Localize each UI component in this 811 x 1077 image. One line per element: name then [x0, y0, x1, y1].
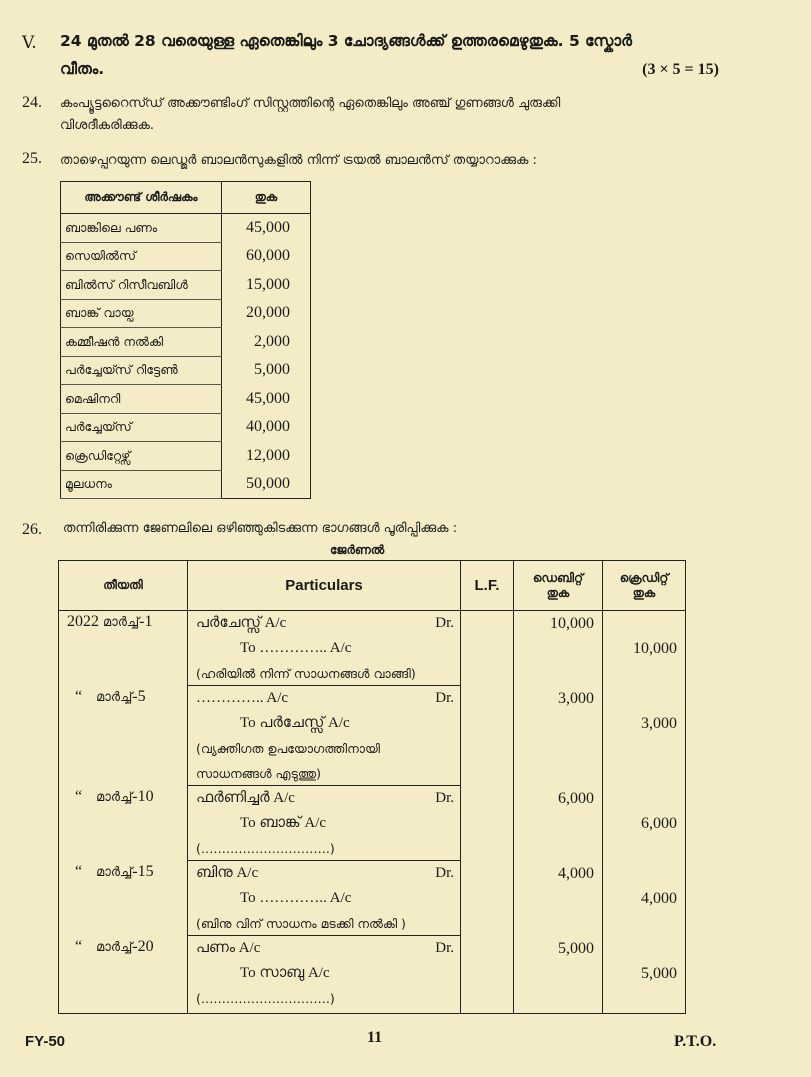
question-26-number: 26. [22, 521, 42, 538]
date-prefix: “ [75, 788, 83, 805]
header-account: അക്കൗണ്ട് ശീർഷകം [61, 182, 222, 214]
header-date: തീയതി [59, 561, 188, 611]
credit-account-line: To പർചേസ്സ് A/c [240, 715, 350, 731]
narration: (………………………….) [196, 841, 335, 856]
date-prefix: 2022 [67, 613, 99, 630]
account-head: ബാങ്ക് വായ്പ [61, 299, 222, 328]
dr-label: Dr. [435, 790, 454, 806]
credit-spacer [603, 611, 685, 636]
debit-amount-cell [514, 936, 602, 1011]
section-instruction-cont: വീതം. [60, 60, 105, 78]
credit-account-line: To ബാങ്ക് A/c [240, 815, 327, 831]
credit-amount-cell [603, 686, 685, 786]
account-amount: 50,000 [222, 470, 311, 499]
credit-spacer [603, 936, 685, 961]
header-particulars: Particulars [188, 561, 461, 611]
credit-amount: 4,000 [641, 890, 677, 907]
journal-entry [188, 686, 460, 786]
account-amount: 2,000 [222, 328, 311, 357]
credit-amount-cell [603, 936, 685, 1011]
account-head: ബിൽസ് റിസീവബിൾ [61, 271, 222, 300]
trial-balance-table [60, 181, 311, 499]
trial-balance-row [61, 242, 311, 271]
header-credit-line2: തുക [632, 585, 656, 600]
trial-balance-row [61, 271, 311, 300]
journal-table [58, 560, 686, 1014]
trial-balance-row [61, 328, 311, 357]
question-24-text [60, 93, 560, 137]
account-amount: 45,000 [222, 214, 311, 243]
account-head: പർച്ചേയ്സ് റിട്ടേൺ [61, 356, 222, 385]
debit-account: പർചേസ്സ് A/c [196, 615, 287, 631]
account-head: ക്രെഡിറ്റേഴ്സ് [61, 442, 222, 471]
date-month: മാർച്ച് [96, 790, 133, 805]
account-head: പർച്ചേയ്സ് [61, 413, 222, 442]
credit-amount: 5,000 [641, 965, 677, 982]
date-prefix: “ [75, 938, 83, 955]
credit-amount: 6,000 [641, 815, 677, 832]
debit-account: ബിനു A/c [196, 865, 259, 881]
debit-account: ഫർണിച്ചർ A/c [196, 790, 295, 806]
journal-entry [188, 861, 460, 936]
trial-balance-row [61, 299, 311, 328]
date-day: -20 [132, 938, 154, 955]
journal-entry [188, 611, 460, 686]
credit-spacer [603, 686, 685, 711]
journal-date [59, 938, 187, 1013]
header-debit-line2: തുക [546, 585, 570, 600]
debit-column [514, 611, 603, 1014]
trial-balance-row [61, 214, 311, 243]
credit-amount-cell [603, 611, 685, 686]
debit-amount: 6,000 [558, 790, 594, 807]
debit-amount-cell [514, 611, 602, 686]
header-lf: L.F. [461, 561, 514, 611]
date-month: മാർച്ച് [96, 865, 133, 880]
journal-entry [188, 786, 460, 861]
account-head: മൂലധനം [61, 470, 222, 499]
debit-amount-cell [514, 861, 602, 936]
question-24-line1: കംപ്യൂട്ടറൈസ്ഡ് അക്കൗണ്ടിംഗ് സിസ്റ്റത്തിന്റെ ഏതെങ്കിലും അഞ്ച് ഗുണങ്ങൾ ചുരുക്കി [60, 96, 561, 111]
date-prefix: “ [75, 863, 83, 880]
account-amount: 12,000 [222, 442, 311, 471]
debit-amount: 3,000 [558, 690, 594, 707]
question-25-text: താഴെപ്പറയുന്ന ലെഡ്ജർ ബാലൻസുകളിൽ നിന്ന് ട്രയൽ ബാലൻസ് തയ്യാറാക്കുക : [60, 153, 537, 168]
trial-balance-row [61, 413, 311, 442]
debit-amount: 4,000 [558, 865, 594, 882]
credit-amount-cell [603, 786, 685, 861]
date-month: മാർച്ച് [96, 940, 133, 955]
journal-title: ജേർണൽ [330, 543, 385, 557]
account-head: സെയിൽസ് [61, 242, 222, 271]
dr-label: Dr. [435, 615, 454, 631]
debit-account-line [188, 611, 460, 636]
dr-label: Dr. [435, 690, 454, 706]
header-debit-line1: ഡെബിറ്റ് [532, 570, 584, 585]
account-amount: 45,000 [222, 385, 311, 414]
narration-cont: സാധനങ്ങൾ എടുത്തു) [196, 766, 322, 781]
date-day: -15 [132, 863, 154, 880]
journal-date [59, 863, 187, 938]
trial-balance-row [61, 356, 311, 385]
trial-balance-row [61, 385, 311, 414]
account-amount: 60,000 [222, 242, 311, 271]
header-credit-line1: ക്രെഡിറ്റ് [619, 570, 669, 585]
question-24-number: 24. [22, 94, 42, 111]
debit-amount-cell [514, 786, 602, 861]
question-25-number: 25. [22, 150, 42, 167]
journal-entry [188, 936, 460, 1010]
credit-column [603, 611, 686, 1014]
credit-spacer [603, 861, 685, 886]
account-amount: 40,000 [222, 413, 311, 442]
section-marks: (3 × 5 = 15) [642, 61, 719, 78]
debit-account-line [188, 686, 460, 711]
journal-date [59, 613, 187, 688]
debit-account-line [188, 861, 460, 886]
lf-column [461, 611, 514, 1014]
date-day: -5 [132, 688, 146, 705]
account-amount: 5,000 [222, 356, 311, 385]
debit-account: ………….. A/c [196, 690, 289, 706]
account-head: മെഷിനറി [61, 385, 222, 414]
date-column [59, 611, 188, 1014]
section-instruction: 24 മുതൽ 28 വരെയുള്ള ഏതെങ്കിലും 3 ചോദ്യങ്ങൾക്ക് ഉത്തരമെഴുതുക. 5 സ്കോർ [60, 32, 632, 50]
paper-code: FY-50 [25, 1033, 66, 1050]
trial-balance-row [61, 470, 311, 499]
date-day: -1 [139, 613, 153, 630]
dr-label: Dr. [435, 865, 454, 881]
date-month: മാർച്ച് [96, 690, 133, 705]
account-head: കമ്മീഷൻ നൽകി [61, 328, 222, 357]
debit-account-line [188, 786, 460, 811]
page-number: 11 [367, 1029, 383, 1046]
account-amount: 20,000 [222, 299, 311, 328]
question-26-text: തന്നിരിക്കുന്ന ജേണലിലെ ഒഴിഞ്ഞുകിടക്കുന്ന ഭാഗങ്ങൾ പൂരിപ്പിക്കുക : [63, 521, 458, 536]
account-amount: 15,000 [222, 271, 311, 300]
date-month: മാർച്ച് [103, 615, 140, 630]
credit-amount: 10,000 [633, 640, 677, 657]
debit-account-line [188, 936, 460, 961]
journal-date [59, 688, 187, 788]
pto-label: P.T.O. [674, 1033, 717, 1050]
credit-amount-cell [603, 861, 685, 936]
dr-label: Dr. [435, 940, 454, 956]
question-24-line2: വിശദീകരിക്കുക. [60, 118, 155, 133]
credit-account-line: To സാബു A/c [240, 965, 330, 981]
narration: (ഹരിയിൽ നിന്ന് സാധനങ്ങൾ വാങ്ങി) [196, 666, 416, 681]
credit-amount: 3,000 [641, 715, 677, 732]
credit-spacer [603, 786, 685, 811]
debit-amount-cell [514, 686, 602, 786]
header-debit [514, 561, 603, 611]
debit-amount: 5,000 [558, 940, 594, 957]
credit-account-line: To ………….. A/c [240, 640, 352, 656]
date-day: -10 [132, 788, 154, 805]
date-prefix: “ [75, 688, 83, 705]
credit-account-line: To ………….. A/c [240, 890, 352, 906]
trial-balance-row [61, 442, 311, 471]
narration: (………………………….) [196, 991, 335, 1006]
account-head: ബാങ്കിലെ പണം [61, 214, 222, 243]
header-amount: തുക [222, 182, 311, 214]
section-number: V. [22, 33, 37, 53]
debit-amount: 10,000 [550, 615, 594, 632]
narration: (വ്യക്തിഗത ഉപയോഗത്തിനായി [196, 741, 380, 756]
particulars-column [188, 611, 461, 1014]
narration: (ബിനു വിന് സാധനം മടക്കി നൽകി ) [196, 916, 406, 931]
journal-date [59, 788, 187, 863]
header-credit [603, 561, 686, 611]
debit-account: പണം A/c [196, 940, 261, 956]
